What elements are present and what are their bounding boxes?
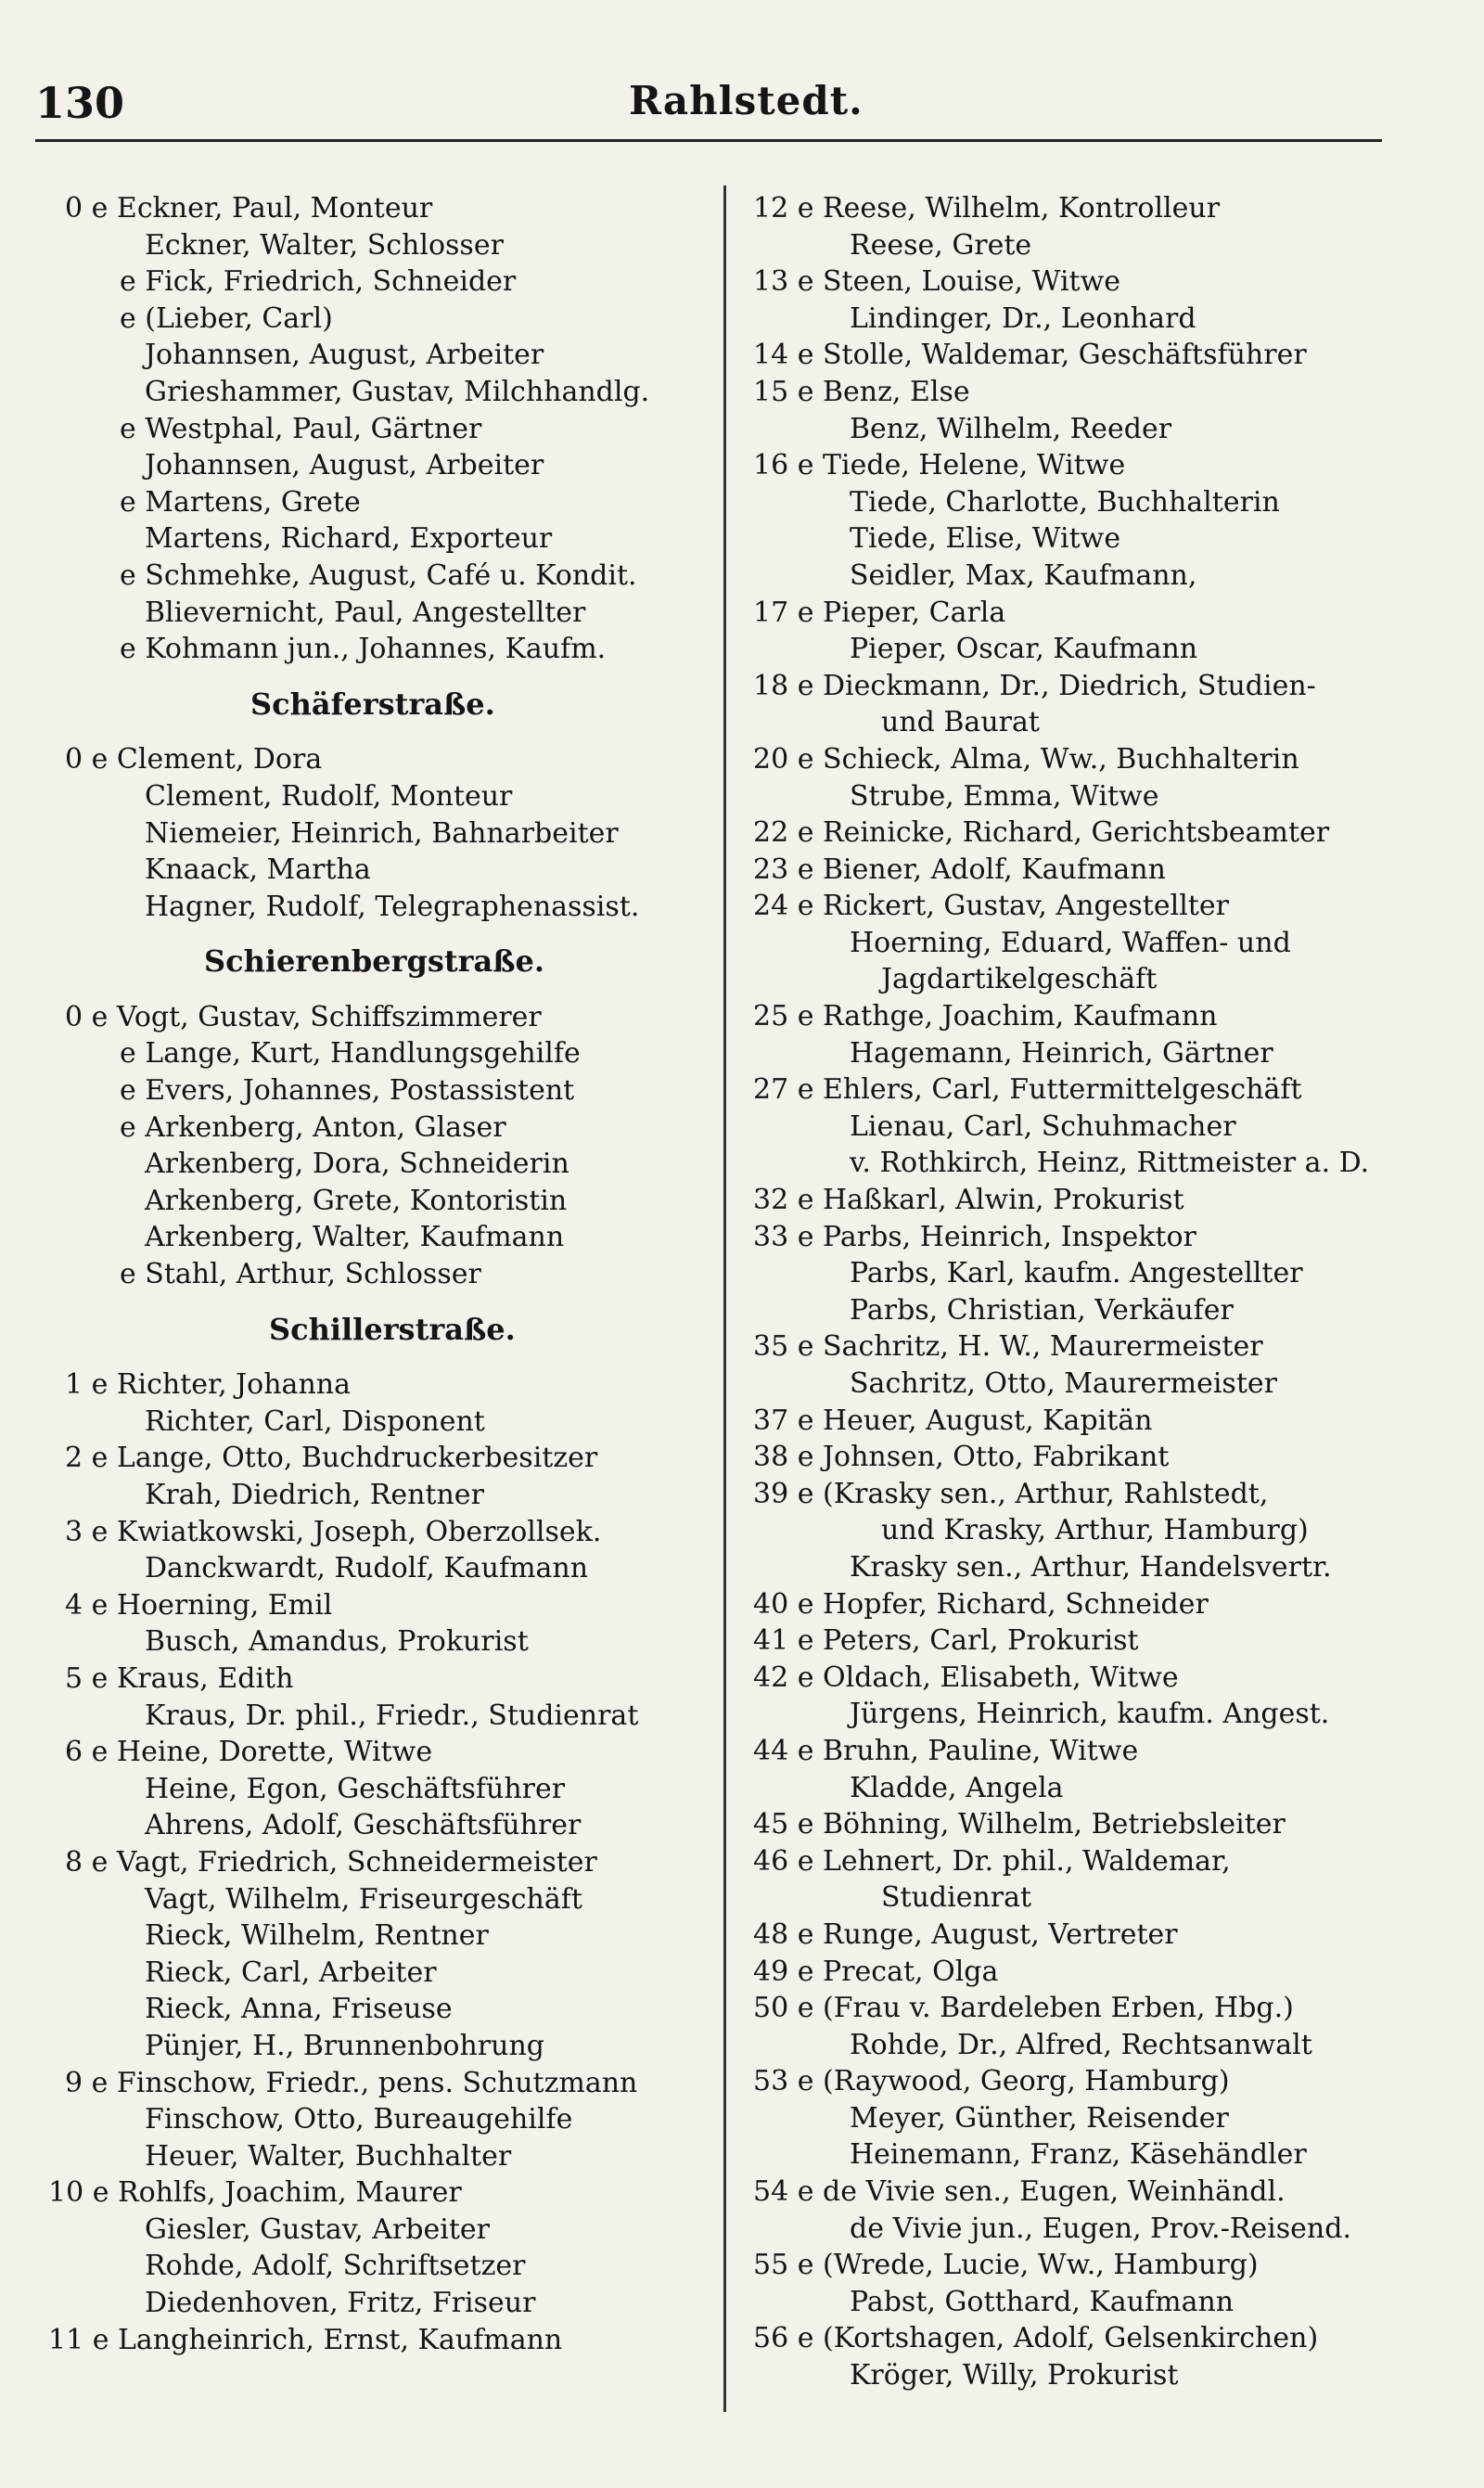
- directory-entry: Jagdartikelgeschäft: [881, 963, 1158, 996]
- directory-entry: Krah, Diedrich, Rentner: [145, 1479, 484, 1511]
- directory-entry: Danckwardt, Rudolf, Kaufmann: [145, 1552, 589, 1585]
- directory-entry: 46 e Lehnert, Dr. phil., Waldemar,: [753, 1844, 1231, 1878]
- directory-entry: 23 e Biener, Adolf, Kaufmann: [753, 853, 1166, 886]
- directory-entry: 15 e Benz, Else: [753, 375, 970, 408]
- directory-entry: Studienrat: [881, 1881, 1032, 1915]
- directory-entry: 55 e (Wrede, Lucie, Ww., Hamburg): [753, 2249, 1259, 2282]
- directory-entry: 4 e Hoerning, Emil: [65, 1588, 333, 1622]
- directory-entry: e Evers, Johannes, Postassistent: [120, 1074, 575, 1108]
- directory-entry: Meyer, Günther, Reisender: [850, 2101, 1229, 2135]
- street-heading: Schierenbergstraße.: [204, 943, 545, 980]
- directory-entry: Eckner, Walter, Schlosser: [145, 228, 504, 262]
- entry-block: [742, 190, 1447, 2394]
- spacer: [37, 981, 723, 999]
- directory-entry: 49 e Precat, Olga: [753, 1955, 999, 1988]
- street-heading: Schillerstraße.: [269, 1311, 516, 1347]
- directory-entry: 9 e Finschow, Friedr., pens. Schutzmann: [65, 2066, 638, 2099]
- directory-entry: 20 e Schieck, Alma, Ww., Buchhalterin: [753, 742, 1299, 776]
- directory-entry: 10 e Rohlfs, Joachim, Maurer: [48, 2176, 462, 2210]
- directory-entry: e Stahl, Arthur, Schlosser: [120, 1258, 481, 1291]
- directory-entry: Martens, Richard, Exporteur: [145, 522, 553, 556]
- directory-entry: 37 e Heuer, August, Kapitän: [753, 1404, 1153, 1437]
- directory-entry: Hoerning, Eduard, Waffen- und: [850, 926, 1291, 959]
- directory-entry: Lindinger, Dr., Leonhard: [850, 301, 1196, 335]
- directory-entry: Clement, Rudolf, Monteur: [145, 779, 513, 813]
- directory-entry: Rieck, Anna, Friseuse: [145, 1993, 453, 2026]
- directory-entry: 53 e (Raywood, Georg, Hamburg): [753, 2065, 1230, 2098]
- directory-entry: Blievernicht, Paul, Angestellter: [145, 596, 586, 629]
- entry-block: [37, 190, 723, 668]
- directory-entry: 0 e Clement, Dora: [65, 743, 323, 776]
- directory-entry: 27 e Ehlers, Carl, Futtermittelgeschäft: [753, 1073, 1302, 1107]
- directory-entry: 41 e Peters, Carl, Prokurist: [753, 1624, 1139, 1658]
- directory-entry: Rieck, Carl, Arbeiter: [145, 1956, 437, 1989]
- directory-entry: Krasky sen., Arthur, Handelsvertr.: [850, 1550, 1332, 1584]
- directory-entry: Rieck, Wilhelm, Rentner: [145, 1919, 489, 1953]
- directory-entry: e Westphal, Paul, Gärtner: [120, 412, 482, 445]
- directory-entry: und Krasky, Arthur, Hamburg): [881, 1514, 1309, 1547]
- directory-entry: 0 e Eckner, Paul, Monteur: [65, 192, 433, 224]
- directory-entry: Pieper, Oscar, Kaufmann: [850, 633, 1198, 666]
- directory-entry: Finschow, Otto, Bureaugehilfe: [145, 2103, 573, 2136]
- directory-entry: e Schmehke, August, Café u. Kondit.: [120, 558, 637, 592]
- directory-entry: 25 e Rathge, Joachim, Kaufmann: [753, 1000, 1218, 1033]
- entry-block: [37, 741, 723, 925]
- directory-entry: Giesler, Gustav, Arbeiter: [145, 2212, 490, 2246]
- directory-entry: 56 e (Kortshagen, Adolf, Gelsenkirchen): [753, 2322, 1319, 2355]
- directory-entry: und Baurat: [881, 706, 1040, 739]
- directory-entry: 50 e (Frau v. Bardeleben Erben, Hbg.): [753, 1992, 1294, 2025]
- directory-entry: de Vivie jun., Eugen, Prov.-Reisend.: [850, 2212, 1351, 2245]
- directory-entry: 39 e (Krasky sen., Arthur, Rahlstedt,: [753, 1477, 1269, 1510]
- directory-entry: e Fick, Friedrich, Schneider: [120, 265, 517, 299]
- directory-entry: 8 e Vagt, Friedrich, Schneidermeister: [65, 1845, 597, 1879]
- entry-block: [37, 999, 723, 1293]
- directory-entry: 22 e Reinicke, Richard, Gerichtsbeamter: [753, 816, 1330, 850]
- directory-entry: Seidler, Max, Kaufmann,: [850, 558, 1197, 592]
- directory-entry: 48 e Runge, August, Vertreter: [753, 1917, 1178, 1951]
- directory-entry: e (Lieber, Carl): [120, 301, 333, 335]
- directory-entry: 18 e Dieckmann, Dr., Diedrich, Studien-: [753, 669, 1316, 702]
- directory-entry: 16 e Tiede, Helene, Witwe: [753, 449, 1126, 482]
- directory-entry: Tiede, Elise, Witwe: [850, 522, 1121, 556]
- directory-entry: Arkenberg, Grete, Kontoristin: [145, 1184, 568, 1217]
- directory-entry: 6 e Heine, Dorette, Witwe: [65, 1736, 433, 1769]
- directory-entry: 54 e de Vivie sen., Eugen, Weinhändl.: [753, 2175, 1286, 2209]
- directory-entry: Rohde, Adolf, Schriftsetzer: [145, 2250, 526, 2283]
- directory-entry: Strube, Emma, Witwe: [850, 779, 1159, 813]
- directory-entry: Tiede, Charlotte, Buchhalterin: [850, 485, 1280, 519]
- column-divider: [723, 186, 726, 2412]
- spacer: [37, 925, 723, 943]
- spacer: [37, 668, 723, 686]
- running-title: Rahlstedt.: [629, 78, 864, 123]
- directory-entry: Niemeier, Heinrich, Bahnarbeiter: [145, 816, 619, 850]
- directory-entry: Arkenberg, Dora, Schneiderin: [145, 1148, 569, 1181]
- directory-entry: 24 e Rickert, Gustav, Angestellter: [753, 890, 1229, 923]
- directory-entry: Arkenberg, Walter, Kaufmann: [145, 1221, 565, 1254]
- directory-entry: e Arkenberg, Anton, Glaser: [120, 1110, 506, 1144]
- directory-entry: 32 e Haßkarl, Alwin, Prokurist: [753, 1184, 1184, 1217]
- directory-entry: Reese, Grete: [850, 228, 1032, 262]
- directory-entry: 40 e Hopfer, Richard, Schneider: [753, 1587, 1209, 1621]
- directory-entry: Parbs, Karl, kaufm. Angestellter: [850, 1257, 1303, 1290]
- directory-entry: Kraus, Dr. phil., Friedr., Studienrat: [145, 1699, 639, 1732]
- directory-entry: 45 e Böhning, Wilhelm, Betriebsleiter: [753, 1808, 1286, 1841]
- street-heading: Schäferstraße.: [250, 686, 495, 722]
- directory-entry: Ahrens, Adolf, Geschäftsführer: [145, 1809, 582, 1842]
- directory-entry: Hagemann, Heinrich, Gärtner: [850, 1036, 1273, 1070]
- left-column: [37, 190, 723, 2358]
- directory-entry: Jürgens, Heinrich, kaufm. Angest.: [850, 1698, 1330, 1731]
- directory-entry: e Martens, Grete: [120, 485, 361, 519]
- directory-entry: Vagt, Wilhelm, Friseurgeschäft: [145, 1882, 582, 1916]
- directory-entry: Johannsen, August, Arbeiter: [145, 339, 544, 372]
- directory-entry: Busch, Amandus, Prokurist: [145, 1625, 529, 1659]
- directory-entry: Parbs, Christian, Verkäufer: [850, 1293, 1234, 1327]
- directory-entry: e Kohmann jun., Johannes, Kaufm.: [120, 633, 607, 666]
- directory-entry: 14 e Stolle, Waldemar, Geschäftsführer: [753, 339, 1307, 372]
- directory-entry: Benz, Wilhelm, Reeder: [850, 412, 1172, 445]
- entry-block: [37, 1366, 723, 2358]
- spacer: [37, 723, 723, 741]
- directory-entry: Sachritz, Otto, Maurermeister: [850, 1367, 1277, 1400]
- directory-entry: Grieshammer, Gustav, Milchhandlg.: [145, 375, 650, 408]
- directory-entry: 11 e Langheinrich, Ernst, Kaufmann: [48, 2323, 563, 2356]
- directory-entry: Knaack, Martha: [145, 853, 371, 887]
- spacer: [37, 1348, 723, 1366]
- page-number: 130: [35, 78, 125, 128]
- directory-entry: Lienau, Carl, Schuhmacher: [850, 1109, 1236, 1143]
- directory-entry: Rohde, Dr., Alfred, Rechtsanwalt: [850, 2028, 1312, 2061]
- directory-entry: 13 e Steen, Louise, Witwe: [753, 265, 1121, 299]
- spacer: [37, 1293, 723, 1312]
- directory-entry: Pabst, Gotthard, Kaufmann: [850, 2285, 1235, 2318]
- page-header: [35, 78, 1380, 134]
- directory-entry: 1 e Richter, Johanna: [65, 1368, 351, 1402]
- directory-entry: Johannsen, August, Arbeiter: [145, 449, 544, 482]
- directory-entry: Heuer, Walter, Buchhalter: [145, 2139, 512, 2173]
- directory-entry: e Lange, Kurt, Handlungsgehilfe: [120, 1037, 581, 1071]
- directory-entry: Diedenhoven, Fritz, Friseur: [145, 2287, 536, 2320]
- right-column: [742, 190, 1447, 2394]
- directory-entry: Heine, Egon, Geschäftsführer: [145, 1772, 566, 1805]
- directory-entry: Kladde, Angela: [850, 1771, 1064, 1804]
- directory-entry: 12 e Reese, Wilhelm, Kontrolleur: [753, 192, 1221, 224]
- directory-entry: 33 e Parbs, Heinrich, Inspektor: [753, 1220, 1196, 1253]
- directory-entry: Richter, Carl, Disponent: [145, 1404, 485, 1438]
- directory-entry: Kröger, Willy, Prokurist: [850, 2359, 1179, 2392]
- directory-entry: 3 e Kwiatkowski, Joseph, Oberzollsek.: [65, 1515, 602, 1548]
- directory-entry: Pünjer, H., Brunnenbohrung: [145, 2029, 544, 2062]
- directory-entry: v. Rothkirch, Heinz, Rittmeister a. D.: [850, 1147, 1370, 1180]
- directory-entry: 5 e Kraus, Edith: [65, 1661, 294, 1695]
- directory-entry: 44 e Bruhn, Pauline, Witwe: [753, 1734, 1139, 1767]
- directory-entry: Hagner, Rudolf, Telegraphenassist.: [145, 890, 640, 923]
- directory-entry: 0 e Vogt, Gustav, Schiffszimmerer: [65, 1000, 542, 1033]
- directory-entry: 2 e Lange, Otto, Buchdruckerbesitzer: [65, 1442, 598, 1475]
- header-rule: [35, 139, 1382, 142]
- directory-entry: 38 e Johnsen, Otto, Fabrikant: [753, 1441, 1170, 1474]
- directory-entry: 42 e Oldach, Elisabeth, Witwe: [753, 1661, 1179, 1694]
- directory-entry: Heinemann, Franz, Käsehändler: [850, 2138, 1307, 2172]
- directory-entry: 17 e Pieper, Carla: [753, 596, 1006, 629]
- directory-entry: 35 e Sachritz, H. W., Maurermeister: [753, 1330, 1263, 1364]
